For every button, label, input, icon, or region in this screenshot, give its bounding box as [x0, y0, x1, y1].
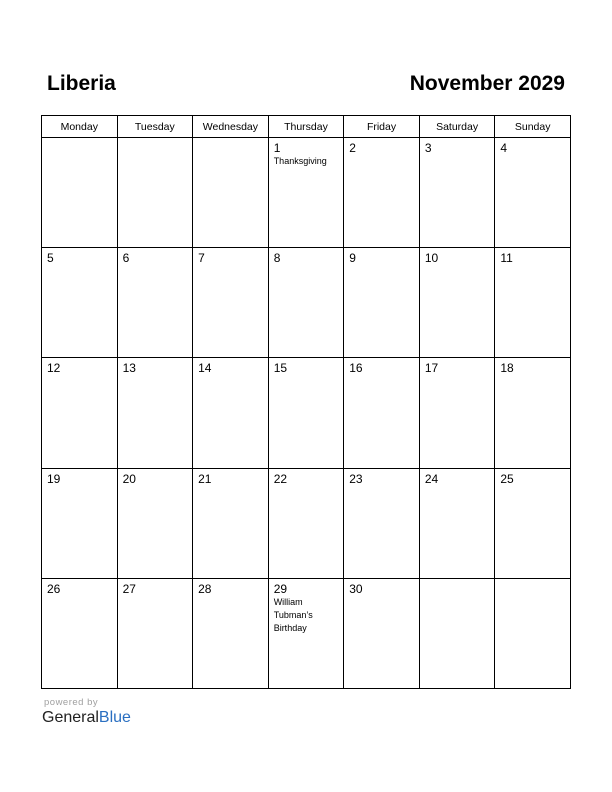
day-number: 13	[122, 361, 136, 376]
day-cell	[268, 358, 344, 468]
day-cell	[495, 468, 571, 578]
week-row	[42, 138, 571, 248]
day-cell	[42, 468, 118, 578]
day-cell	[495, 358, 571, 468]
day-number: 23	[349, 471, 363, 486]
day-number: 16	[349, 361, 363, 376]
day-number: 26	[47, 581, 61, 596]
day-number: 4	[500, 141, 508, 155]
day-cell	[42, 248, 118, 358]
day-cell	[419, 578, 495, 688]
day-cell	[268, 578, 344, 688]
weekday-header: Sunday	[495, 116, 571, 138]
day-number: 1	[273, 141, 281, 155]
week-row	[42, 358, 571, 468]
day-cell	[117, 578, 193, 688]
day-cell	[495, 138, 571, 248]
day-cell	[117, 358, 193, 468]
day-cell	[344, 468, 420, 578]
day-number: 27	[122, 581, 136, 596]
month-year-title: November 2029	[409, 72, 565, 95]
week-row	[42, 578, 571, 688]
day-cell	[419, 468, 495, 578]
day-number: 24	[424, 471, 439, 486]
day-cell	[117, 138, 193, 248]
day-cell	[193, 138, 269, 248]
day-cell	[268, 138, 344, 248]
brand-blue-text: Blue	[98, 709, 131, 726]
day-number	[420, 579, 495, 582]
day-number	[118, 138, 193, 141]
weekday-header: Friday	[344, 116, 420, 138]
day-cell	[268, 248, 344, 358]
day-cell	[268, 468, 344, 578]
day-cell	[419, 138, 495, 248]
day-number: 6	[122, 251, 130, 266]
day-number: 25	[500, 471, 514, 486]
day-number: 8	[273, 251, 281, 266]
day-number: 9	[349, 251, 356, 266]
weekday-header-row	[42, 116, 571, 138]
day-cell	[495, 578, 571, 688]
day-cell	[495, 248, 571, 358]
day-cell	[344, 138, 420, 248]
day-cell	[193, 358, 269, 468]
day-number	[42, 138, 117, 141]
day-number: 22	[273, 471, 288, 486]
day-number: 28	[198, 581, 212, 596]
day-cell	[42, 138, 118, 248]
footer-branding	[42, 697, 131, 728]
day-number: 14	[198, 361, 212, 376]
day-number: 20	[122, 471, 136, 486]
day-cell	[193, 578, 269, 688]
day-number	[495, 579, 570, 582]
day-cell	[419, 358, 495, 468]
brand-general-text: General	[42, 709, 99, 726]
holiday-label: William Tubman’s Birthday	[273, 596, 313, 633]
weekday-header: Saturday	[419, 116, 495, 138]
day-cell	[117, 248, 193, 358]
week-row	[42, 248, 571, 358]
day-number: 11	[500, 251, 513, 266]
day-cell	[344, 578, 420, 688]
day-cell	[117, 468, 193, 578]
day-number: 2	[349, 141, 356, 155]
day-number: 30	[349, 581, 363, 596]
day-number: 7	[198, 251, 205, 266]
day-number: 10	[424, 251, 439, 266]
day-number: 12	[47, 361, 61, 376]
day-number: 15	[273, 361, 288, 376]
day-number: 21	[198, 471, 212, 486]
week-row	[42, 468, 571, 578]
day-cell	[344, 358, 420, 468]
day-cell	[419, 248, 495, 358]
day-cell	[42, 578, 118, 688]
generalblue-logo[interactable]	[42, 708, 131, 728]
country-title: Liberia	[47, 72, 116, 95]
day-number: 5	[47, 251, 54, 266]
day-number	[193, 138, 268, 141]
powered-by-label: powered by	[44, 697, 99, 708]
day-cell	[193, 248, 269, 358]
day-cell	[193, 468, 269, 578]
weekday-header: Thursday	[268, 116, 344, 138]
weekday-header: Monday	[42, 116, 118, 138]
day-number: 18	[500, 361, 514, 376]
day-number: 29	[273, 581, 288, 596]
weekday-header: Wednesday	[193, 116, 269, 138]
day-number: 3	[424, 141, 432, 155]
day-number: 19	[47, 471, 61, 486]
day-cell	[344, 248, 420, 358]
day-cell	[42, 358, 118, 468]
day-number: 17	[424, 361, 439, 376]
holiday-label: Thanksgiving	[273, 156, 327, 166]
calendar-grid	[41, 115, 571, 689]
weekday-header: Tuesday	[117, 116, 193, 138]
